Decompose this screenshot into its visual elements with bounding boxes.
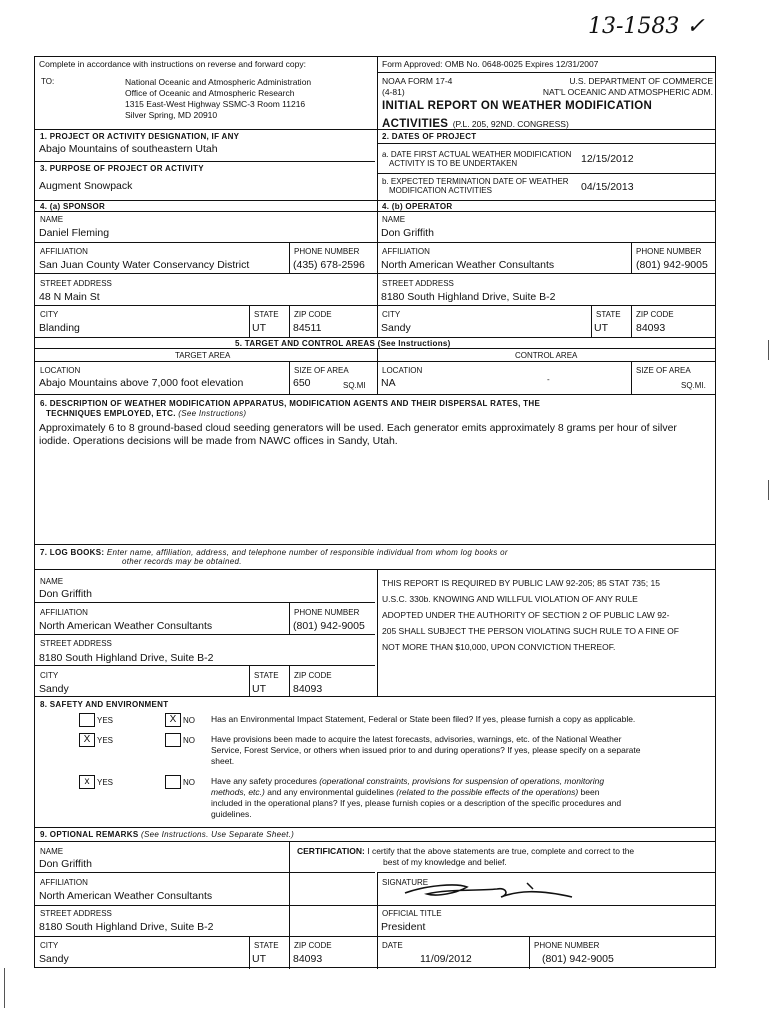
target-size-label: SIZE OF AREA (294, 366, 349, 375)
q1-yes-label: YES (97, 716, 114, 725)
to-label: TO: (41, 77, 55, 86)
log-street-label: STREET ADDRESS (40, 639, 112, 648)
control-size-label: SIZE OF AREA (636, 366, 691, 375)
log-affiliation-label: AFFILIATION (40, 608, 88, 617)
certification: CERTIFICATION: I certify that the above statements are true, complete and correct to the best of my knowledge and belief. (297, 846, 635, 867)
operator-phone: (801) 942-9005 (636, 259, 708, 271)
operator-state-label: STATE (596, 310, 621, 319)
q3-no-label: NO (183, 778, 195, 787)
remarks-street: 8180 South Highland Drive, Suite B-2 (39, 921, 214, 933)
remarks-affiliation-label: AFFILIATION (40, 878, 88, 887)
sponsor-phone-label: PHONE NUMBER (294, 247, 360, 256)
control-sqmi: SQ.MI. (681, 381, 706, 390)
log-name: Don Griffith (39, 588, 92, 600)
remarks-zip-label: ZIP CODE (294, 941, 332, 950)
operator-street: 8180 South Highland Drive, Suite B-2 (381, 291, 556, 303)
form-number: NOAA FORM 17-4 (382, 76, 453, 86)
handwritten-reference: 13-1583 ✓ (588, 14, 705, 39)
scan-edge-mark (768, 480, 769, 500)
q2-no-label: NO (183, 736, 195, 745)
sponsor-zip: 84511 (293, 322, 322, 334)
operator-name: Don Griffith (381, 227, 434, 239)
question-1: Has an Environmental Impact Statement, Federal or State been filed? If yes, please furnish a copy as applicable. (211, 714, 636, 724)
official-title: President (381, 921, 426, 933)
log-state: UT (252, 683, 266, 695)
question-2: Have provisions been made to acquire the latest forecasts, advisories, warnings, etc. of the National Weather Service, Forest Service, or others when issued prior to and during operations? If yes, please specify on a separate sheet. (211, 734, 641, 766)
operator-name-label: NAME (382, 215, 406, 224)
q3-yes-checkbox[interactable]: x (79, 775, 95, 789)
q2-yes-checkbox[interactable]: X (79, 733, 95, 747)
log-phone-label: PHONE NUMBER (294, 608, 360, 617)
log-zip: 84093 (293, 683, 323, 695)
section-1-label: 1. PROJECT OR ACTIVITY DESIGNATION, IF ANY (40, 132, 240, 141)
remarks-name: Don Griffith (39, 858, 92, 870)
instructions: Complete in accordance with instructions on reverse and forward copy: (39, 59, 306, 69)
signature-label: SIGNATURE (382, 878, 429, 887)
sponsor-label: 4. (a) SPONSOR (40, 202, 106, 211)
section-3-label: 3. PURPOSE OF PROJECT OR ACTIVITY (40, 164, 204, 173)
target-area-label: TARGET AREA (175, 351, 231, 360)
sponsor-city-label: CITY (40, 310, 59, 319)
sponsor-street-label: STREET ADDRESS (40, 279, 112, 288)
project-purpose: Augment Snowpack (39, 180, 133, 192)
target-location-label: LOCATION (40, 366, 81, 375)
log-city: Sandy (39, 683, 69, 695)
description-text: Approximately 6 to 8 ground-based cloud seeding generators will be used. Each generator emits approximately 8 grams per hour of silver iodide. Operations decisions will be made from NAWC offices in Sandy, Utah. (39, 422, 677, 447)
sponsor-name: Daniel Fleming (39, 227, 110, 239)
sponsor-state-label: STATE (254, 310, 279, 319)
log-affiliation: North American Weather Consultants (39, 620, 213, 632)
sponsor-affiliation-label: AFFILIATION (40, 247, 88, 256)
operator-affiliation: North American Weather Consultants (381, 259, 555, 271)
form-date: (4-81) (382, 87, 405, 97)
section-2-label: 2. DATES OF PROJECT (382, 132, 477, 141)
noaa-form-17-4 (34, 56, 716, 968)
date-first-value: 12/15/2012 (581, 153, 634, 165)
section-5-label: 5. TARGET AND CONTROL AREAS (See Instructions) (235, 339, 451, 348)
form-title: INITIAL REPORT ON WEATHER MODIFICATION (382, 100, 653, 112)
form-title-2: ACTIVITIES (P.L. 205, 92ND. CONGRESS) (382, 118, 569, 130)
target-location: Abajo Mountains above 7,000 foot elevation (39, 377, 244, 389)
log-name-label: NAME (40, 577, 64, 586)
target-sqmi: SQ.MI (343, 381, 366, 390)
remarks-affiliation: North American Weather Consultants (39, 890, 213, 902)
remarks-zip: 84093 (293, 953, 323, 965)
remarks-city-label: CITY (40, 941, 59, 950)
control-area-label: CONTROL AREA (515, 351, 578, 360)
sponsor-state: UT (252, 322, 266, 334)
q3-yes-label: YES (97, 778, 114, 787)
operator-zip-label: ZIP CODE (636, 310, 674, 319)
scan-edge-mark (4, 968, 5, 1008)
certification-date: 11/09/2012 (420, 953, 472, 965)
operator-phone-label: PHONE NUMBER (636, 247, 702, 256)
remarks-state-label: STATE (254, 941, 279, 950)
section-7-label: 7. LOG BOOKS: Enter name, affiliation, address, and telephone number of responsible individual from whom log books or other records may be obtained. (40, 548, 508, 566)
log-zip-label: ZIP CODE (294, 671, 332, 680)
operator-zip: 84093 (636, 322, 666, 334)
date-first-label: a. DATE FIRST ACTUAL WEATHER MODIFICATION ACTIVITY IS TO BE UNDERTAKEN (382, 150, 572, 168)
date-end-value: 04/15/2013 (581, 181, 634, 193)
remarks-state: UT (252, 953, 266, 965)
q1-yes-checkbox[interactable] (79, 713, 95, 727)
omb-number: Form Approved: OMB No. 0648-0025 Expires 12/31/2007 (382, 59, 599, 69)
q2-yes-label: YES (97, 736, 114, 745)
date-end-label: b. EXPECTED TERMINATION DATE OF WEATHER MODIFICATION ACTIVITIES (382, 177, 569, 195)
sponsor-city: Blanding (39, 322, 80, 334)
sponsor-street: 48 N Main St (39, 291, 100, 303)
control-location: NA (381, 377, 396, 389)
section-9-label: 9. OPTIONAL REMARKS (See Instructions. Use Separate Sheet.) (40, 830, 295, 839)
q2-no-checkbox[interactable] (165, 733, 181, 747)
q3-no-checkbox[interactable] (165, 775, 181, 789)
sponsor-affiliation: San Juan County Water Conservancy District (39, 259, 250, 271)
certifier-phone: (801) 942-9005 (542, 953, 614, 965)
q1-no-label: NO (183, 716, 195, 725)
remarks-street-label: STREET ADDRESS (40, 909, 112, 918)
official-title-label: OFFICIAL TITLE (382, 909, 442, 918)
operator-state: UT (594, 322, 608, 334)
control-location-label: LOCATION (382, 366, 423, 375)
to-address: National Oceanic and Atmospheric Administration Office of Oceanic and Atmospheric Research 1315 East-West Highway SSMC-3 Room 11216 Silver Spring, MD 20910 (125, 77, 312, 120)
q1-no-checkbox[interactable]: X (165, 713, 181, 727)
operator-label: 4. (b) OPERATOR (382, 202, 453, 211)
operator-city: Sandy (381, 322, 411, 334)
remarks-city: Sandy (39, 953, 69, 965)
agency: NAT'L OCEANIC AND ATMOSPHERIC ADM. (542, 87, 713, 97)
operator-city-label: CITY (382, 310, 401, 319)
target-size: 650 (293, 377, 311, 389)
department: U.S. DEPARTMENT OF COMMERCE (569, 76, 713, 86)
operator-affiliation-label: AFFILIATION (382, 247, 430, 256)
certifier-phone-label: PHONE NUMBER (534, 941, 600, 950)
project-designation: Abajo Mountains of southeastern Utah (39, 143, 218, 155)
log-street: 8180 South Highland Drive, Suite B-2 (39, 652, 214, 664)
section-8-label: 8. SAFETY AND ENVIRONMENT (40, 700, 169, 709)
control-dash: - (547, 375, 550, 384)
remarks-name-label: NAME (40, 847, 64, 856)
sponsor-phone: (435) 678-2596 (293, 259, 365, 271)
log-phone: (801) 942-9005 (293, 620, 365, 632)
scan-edge-mark (768, 340, 769, 360)
log-state-label: STATE (254, 671, 279, 680)
log-city-label: CITY (40, 671, 59, 680)
public-law-notice: THIS REPORT IS REQUIRED BY PUBLIC LAW 92-205; 85 STAT 735; 15 U.S.C. 330b. KNOWING AND WILLFUL VIOLATION OF ANY RULE ADOPTED UNDER THE AUTHORITY OF SECTION 2 OF PUBLIC LAW 92- 205 SHALL SUBJECT THE PERSON VIOLATING SUCH RULE TO A FINE OF NOT MORE THAN $10,000, UPON CONVICTION THEREOF. (382, 578, 679, 652)
sponsor-zip-label: ZIP CODE (294, 310, 332, 319)
section-6-label: 6. DESCRIPTION OF WEATHER MODIFICATION APPARATUS, MODIFICATION AGENTS AND THEIR DISPERSAL RATES, THE TECHNIQUES EMPLOYED, ETC. (See Instructions) (40, 399, 541, 418)
signature-image (397, 875, 577, 905)
date-label: DATE (382, 941, 403, 950)
operator-street-label: STREET ADDRESS (382, 279, 454, 288)
sponsor-name-label: NAME (40, 215, 64, 224)
question-3: Have any safety procedures (operational constraints, provisions for suspension of operations, monitoring methods, etc.) and any environmental guidelines (related to the possible effects of the operations) been included in the operational plans? If yes, please furnish copies or a description of the specific procedures and guidelines. (211, 776, 622, 819)
